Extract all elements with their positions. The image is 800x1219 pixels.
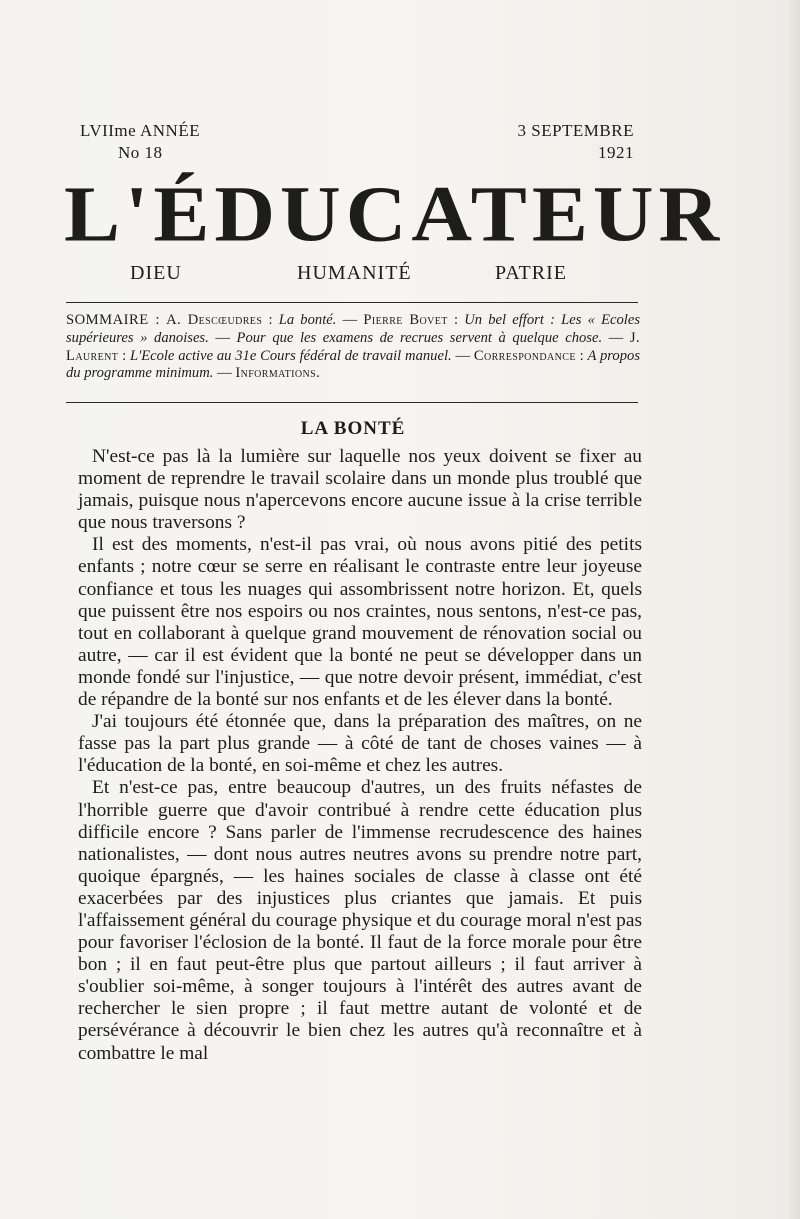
top-divider	[66, 302, 638, 303]
summary-author: A. Descœudres	[166, 312, 263, 328]
summary-label: SOMMAIRE :	[66, 312, 160, 328]
bottom-divider	[66, 402, 638, 403]
motto-word-dieu: DIEU	[130, 262, 182, 284]
summary-author: Pierre Bovet	[363, 312, 448, 328]
article-title: LA BONTÉ	[300, 418, 406, 439]
summary-author: J. Laurent	[66, 329, 641, 364]
motto-word-humanite: HUMANITÉ	[297, 262, 412, 284]
motto-word-patrie: PATRIE	[495, 262, 567, 284]
page-edge-shadow	[786, 0, 800, 1219]
article-paragraph: Et n'est-ce pas, entre beaucoup d'autres, un des fruits néfastes de l'horrible guerre que d'avoir contribué à rendre cette éducation plus difficile encore ? Sans parler de l'immense recrudescence des haines nationalistes, — dont nous autres neutres avons su prendre notre part, quoique épargnés, — les haines sociales de classe à classe ont été exacerbées par des injustices plus criantes que jamais. Et puis l'affaissement général du courage physique et du courage moral n'est pas pour favoriser l'éclosion de la bonté. Il faut de la force morale pour être bon ; il en faut peut-être plus que partout ailleurs ; il faut arriver à s'oublier soi-même, à songer toujours à l'intérêt des autres avant de rechercher le sien propre ; il faut mettre autant de volonté et de persévérance à découvrir le bien chez les autres qu'à reconnaître et à combattre le mal	[78, 777, 642, 1064]
article-paragraph: Il est des moments, n'est-il pas vrai, où nous avons pitié des petits enfants ; notre cœur se serre en réalisant le contraste entre leur joyeuse confiance et tous les nuages qui assombrissent notre horizon. Et, quels que puissent être nos espoirs ou nos craintes, nous sentons, n'est-ce pas, tout en collaborant à quelque grand mouvement de rénovation social ou autre, — car il est évident que la bonté ne peut se développer dans un monde fondé sur l'injustice, — que notre devoir présent, immédiat, c'est de répandre de la bonté sur nos enfants et de les élever dans la bonté.	[78, 534, 642, 711]
issue-number: No 18	[118, 143, 163, 162]
summary-section: Informations.	[235, 365, 321, 382]
summary-entry: Pour que les examens de recrues servent à quelque chose.	[236, 329, 603, 346]
article-paragraph: N'est-ce pas là la lumière sur laquelle nos yeux doivent se fixer au moment de reprendre le travail scolaire dans un monde plus troublé que jamais, puisque nous n'apercevons encore aucune issue à la crise terrible que nous traversons ?	[78, 446, 642, 534]
year-label: LVIIme ANNÉE	[80, 121, 201, 140]
issue-date: 3 SEPTEMBRE	[517, 121, 634, 140]
issue-year: 1921	[598, 143, 634, 162]
masthead-title: L'ÉDUCATEUR	[64, 170, 725, 259]
summary-entry: Un bel effort : Les « Ecoles supérieures » danoises.	[66, 312, 640, 346]
article-paragraph: J'ai toujours été étonnée que, dans la préparation des maîtres, on ne fasse pas la part plus grande — à côté de tant de choses vaines — à l'éducation de la bonté, en soi-même et chez les autres.	[78, 711, 642, 777]
summary-section: Correspondance	[473, 347, 576, 364]
table-of-contents: SOMMAIRE : A. Descœudres : La bonté. — Pierre Bovet : Un bel effort : Les « Ecoles supérieures » danoises. — Pour que les examens de recrues servent à quelque chose. — J. Laurent : L'Ecole active au 31e Cours fédéral de travail manuel. — Correspondance : A propos du programme minimum. — Informations.	[66, 312, 641, 382]
summary-entry: La bonté.	[278, 312, 337, 328]
summary-entry: A propos du programme minimum.	[66, 347, 641, 382]
issue-info	[80, 120, 200, 164]
article-body	[78, 446, 642, 1065]
date-info	[508, 120, 634, 164]
summary-entry: L'Ecole active au 31e Cours fédéral de travail manuel.	[129, 347, 452, 364]
